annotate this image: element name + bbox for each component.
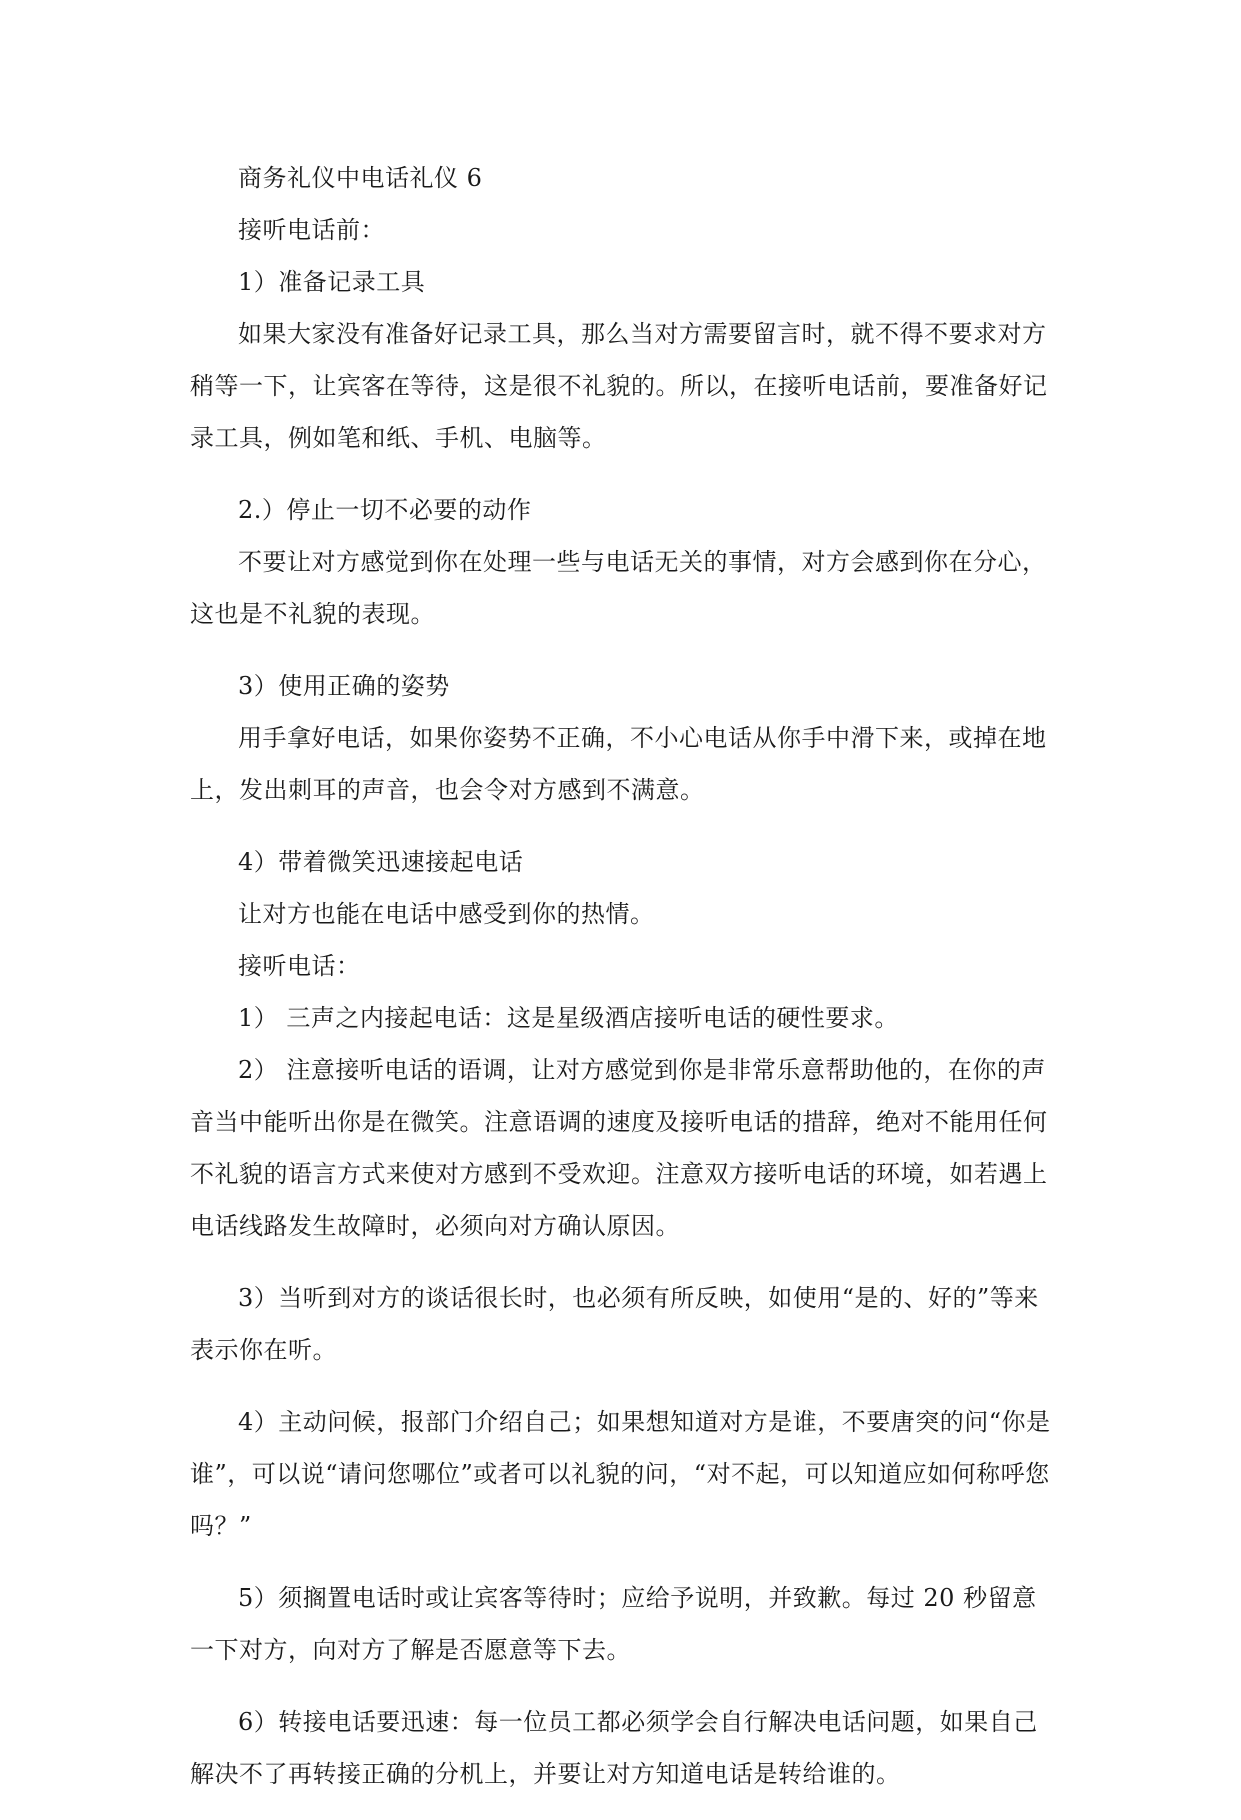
list-item: 1） 三声之内接起电话：这是星级酒店接听电话的硬性要求。	[238, 1004, 899, 1032]
document-body	[190, 152, 1054, 1820]
list-item: 6）转接电话要迅速：每一位员工都必须学会自行解决电话问题，如果自己解决不了再转接正确的分机上，并要让对方知道电话是转给谁的。	[190, 1708, 1038, 1788]
document-title: 商务礼仪中电话礼仪 6	[238, 164, 483, 192]
list-item: 2） 注意接听电话的语调，让对方感觉到你是非常乐意帮助他的，在你的声音当中能听出你是在微笑。注意语调的速度及接听电话的措辞，绝对不能用任何不礼貌的语言方式来使对方感到不受欢迎。注意双方接听电话的环境，如若遇上电话线路发生故障时，必须向对方确认原因。	[190, 1056, 1048, 1240]
list-item-heading: 2.）停止一切不必要的动作	[238, 496, 532, 524]
list-item-heading: 1）准备记录工具	[238, 268, 426, 296]
body-paragraph: 让对方也能在电话中感受到你的热情。	[238, 900, 655, 928]
list-item: 3）当听到对方的谈话很长时，也必须有所反映，如使用“是的、好的”等来表示你在听。	[190, 1284, 1039, 1364]
list-item: 5）须搁置电话时或让宾客等待时；应给予说明，并致歉。每过 20 秒留意一下对方，向对方了解是否愿意等下去。	[190, 1584, 1037, 1664]
list-item: 4）主动问候，报部门介绍自己；如果想知道对方是谁，不要唐突的问“你是谁”，可以说“请问您哪位”或者可以礼貌的问，“对不起，可以知道应如何称呼您吗？”	[190, 1408, 1051, 1540]
body-paragraph: 如果大家没有准备好记录工具，那么当对方需要留言时，就不得不要求对方稍等一下，让宾客在等待，这是很不礼貌的。所以，在接听电话前，要准备好记录工具，例如笔和纸、手机、电脑等。	[190, 320, 1048, 452]
list-item-heading: 3）使用正确的姿势	[238, 672, 450, 700]
list-item-heading: 4）带着微笑迅速接起电话	[238, 848, 524, 876]
body-paragraph: 不要让对方感觉到你在处理一些与电话无关的事情，对方会感到你在分心，这也是不礼貌的表现。	[190, 548, 1047, 628]
body-paragraph: 用手拿好电话，如果你姿势不正确，不小心电话从你手中滑下来，或掉在地上，发出刺耳的声音，也会令对方感到不满意。	[190, 724, 1047, 804]
section-heading-answering: 接听电话：	[238, 952, 361, 980]
section-heading-before-answering: 接听电话前：	[238, 216, 385, 244]
